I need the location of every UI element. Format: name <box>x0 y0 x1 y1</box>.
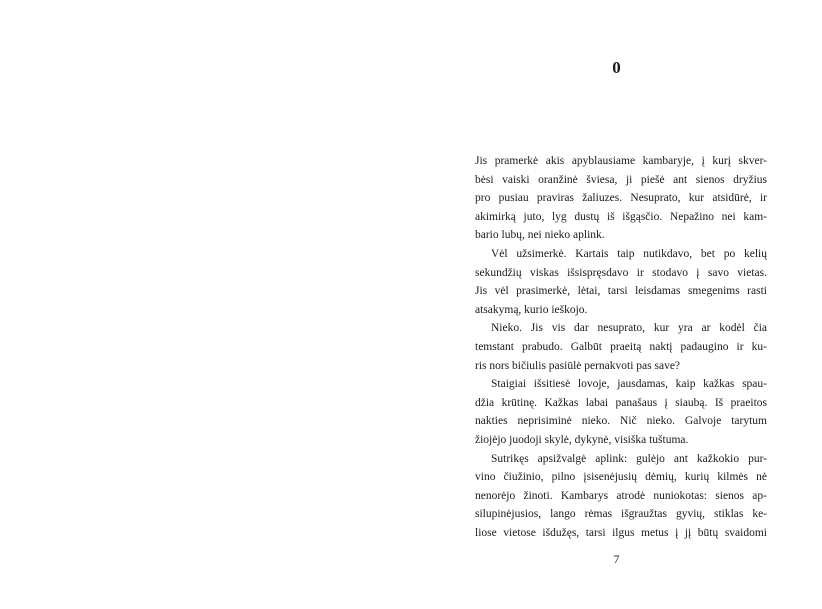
text-line: Vėl užsimerkė. Kartais taip nutikdavo, bet po kelių <box>491 247 767 260</box>
body-text <box>475 152 767 542</box>
text-line: atsakymą, kurio ieškojo. <box>475 303 588 316</box>
text-line: akimirką juto, lyg dustų iš išgąsčio. Nepažino nei kam- <box>475 210 767 223</box>
text-line: Sutrikęs apsižvalgė aplink: gulėjo ant kažkokio pur- <box>491 452 767 465</box>
text-line: sekundžių viskas išsispręsdavo ir stodavo į savo vietas. <box>475 266 767 279</box>
text-line: ris nors bičiulis pasiūlė pernakvoti pas save? <box>475 359 681 372</box>
text-line: Jis vėl prasimerkė, lėtai, tarsi leisdamas smegenims rasti <box>475 285 767 298</box>
right-page <box>411 0 822 609</box>
text-line: Nieko. Jis vis dar nesuprato, kur yra ar kodėl čia <box>491 322 767 335</box>
text-line: nenorėjo žinoti. Kambarys atrodė nuniokotas: sienos ap- <box>475 489 767 502</box>
page-number: 7 <box>613 554 620 566</box>
text-line: bario lubų, nei nieko aplink. <box>475 229 605 242</box>
chapter-number: 0 <box>612 58 621 77</box>
text-line: temstant prabudo. Galbūt praeitą naktį padaugino ir ku- <box>475 340 767 353</box>
text-line: vino čiužinio, pilno įsisenėjusių dėmių, kurių kilmės nė <box>475 471 767 484</box>
text-line: žiojėjo juodoji skylė, dykynė, visiška tuštuma. <box>475 433 689 446</box>
text-line: silupinėjusios, lango rėmas išgraužtas gyvių, stiklas ke- <box>475 508 767 521</box>
text-line: Staigiai išsitiesė lovoje, jausdamas, kaip kažkas spau- <box>491 378 767 391</box>
text-line: džia krūtinę. Kažkas labai panašaus į siaubą. Iš praeitos <box>475 396 767 409</box>
text-line: bėsi vaiski oranžinė šviesa, ji piešė ant sienos dryžius <box>475 173 767 186</box>
text-line: pro pusiau praviras žaliuzes. Nesuprato, kur atsidūrė, ir <box>475 192 767 205</box>
text-line: liose vietose išdužęs, tarsi ilgus metus į jį būtų svaidomi <box>475 526 767 539</box>
text-line: nakties neprisiminė nieko. Nič nieko. Galvoje tarytum <box>475 415 767 428</box>
text-line: Jis pramerkė akis apyblausiame kambaryje, į kurį skver- <box>475 155 767 167</box>
